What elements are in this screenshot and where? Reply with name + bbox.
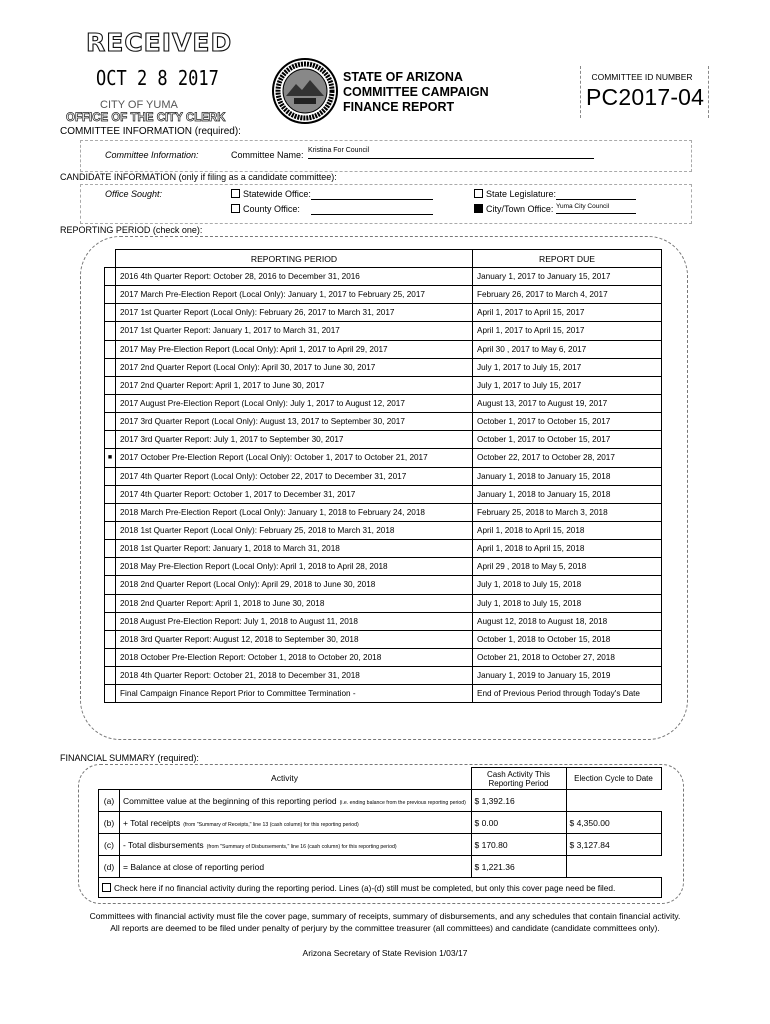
report-due-text: August 12, 2018 to August 18, 2018 (473, 612, 662, 630)
reporting-period-text: 2017 August Pre-Election Report (Local Only): July 1, 2017 to August 12, 2017 (116, 394, 473, 412)
reporting-period-text: 2017 May Pre-Election Report (Local Only): April 1, 2017 to April 29, 2017 (116, 340, 473, 358)
report-due-text: October 1, 2017 to October 15, 2017 (473, 431, 662, 449)
reporting-period-row[interactable] (105, 340, 662, 358)
financial-label-text: Committee value at the beginning of this reporting period (123, 795, 337, 806)
reporting-period-text: 2018 1st Quarter Report (Local Only): February 25, 2018 to March 31, 2018 (116, 521, 473, 539)
reporting-period-row[interactable] (105, 685, 662, 703)
reporting-period-text: 2017 October Pre-Election Report (Local Only): October 1, 2017 to October 21, 2017 (116, 449, 473, 467)
reporting-period-heading: REPORTING PERIOD (check one): (60, 225, 203, 235)
form-title: STATE OF ARIZONA COMMITTEE CAMPAIGN FINANCE REPORT (343, 70, 489, 114)
cash-activity-value[interactable]: $ 1,392.16 (471, 790, 566, 812)
candidate-info-heading: CANDIDATE INFORMATION (only if filing as a candidate committee): (60, 172, 337, 182)
financial-row-key: (d) (99, 856, 120, 878)
reporting-period-row[interactable] (105, 286, 662, 304)
reporting-period-checkbox[interactable] (105, 503, 116, 521)
reporting-period-checkbox[interactable] (105, 485, 116, 503)
report-due-text: April 1, 2017 to April 15, 2017 (473, 322, 662, 340)
reporting-period-text: 2017 March Pre-Election Report (Local Only): January 1, 2017 to February 25, 2017 (116, 286, 473, 304)
no-activity-checkbox[interactable] (102, 883, 111, 892)
reporting-period-checkbox[interactable]: ■ (105, 449, 116, 467)
received-stamp: RECEIVED (86, 28, 233, 57)
legislature-checkbox[interactable] (474, 189, 483, 198)
committee-id-label: COMMITTEE ID NUMBER (591, 72, 693, 82)
reporting-period-row[interactable] (105, 612, 662, 630)
reporting-period-checkbox[interactable] (105, 322, 116, 340)
reporting-period-text: 2017 4th Quarter Report: October 1, 2017 to December 31, 2017 (116, 485, 473, 503)
report-due-text: October 1, 2017 to October 15, 2017 (473, 413, 662, 431)
financial-row (99, 812, 662, 834)
col-cash-activity: Cash Activity This Reporting Period (471, 768, 566, 790)
reporting-period-text: 2017 2nd Quarter Report: April 1, 2017 to June 30, 2017 (116, 376, 473, 394)
report-due-text: February 26, 2017 to March 4, 2017 (473, 286, 662, 304)
financial-row-label (120, 790, 472, 812)
reporting-period-checkbox[interactable] (105, 358, 116, 376)
report-due-text: October 21, 2018 to October 27, 2018 (473, 648, 662, 666)
reporting-period-row[interactable] (105, 268, 662, 286)
financial-label-text: = Balance at close of reporting period (123, 861, 265, 872)
reporting-period-text: 2018 October Pre-Election Report: October 1, 2018 to October 20, 2018 (116, 648, 473, 666)
reporting-period-row[interactable] (105, 467, 662, 485)
reporting-period-checkbox[interactable] (105, 612, 116, 630)
reporting-period-row[interactable] (105, 630, 662, 648)
reporting-period-text: 2018 August Pre-Election Report: July 1, 2018 to August 11, 2018 (116, 612, 473, 630)
financial-row-key: (b) (99, 812, 120, 834)
state-legislature-option[interactable]: State Legislature: (474, 189, 556, 199)
financial-note-text: (from "Summary of Receipts," line 13 (cash column) for this reporting period) (183, 821, 359, 828)
reporting-period-text: 2017 3rd Quarter Report: July 1, 2017 to September 30, 2017 (116, 431, 473, 449)
reporting-period-text: 2017 2nd Quarter Report (Local Only): April 30, 2017 to June 30, 2017 (116, 358, 473, 376)
election-cycle-value[interactable] (566, 790, 661, 812)
reporting-period-row[interactable] (105, 322, 662, 340)
county-office-field[interactable] (311, 204, 433, 215)
city-office-option[interactable]: City/Town Office: (474, 204, 553, 214)
financial-row (99, 834, 662, 856)
report-due-text: January 1, 2018 to January 15, 2018 (473, 467, 662, 485)
report-due-text: January 1, 2019 to January 15, 2019 (473, 667, 662, 685)
report-due-text: April 29 , 2018 to May 5, 2018 (473, 558, 662, 576)
no-activity-row[interactable] (99, 878, 662, 898)
financial-row-key: (c) (99, 834, 120, 856)
committee-id-value: PC2017-04 (586, 84, 705, 110)
reporting-period-row[interactable] (105, 376, 662, 394)
financial-row-label (120, 834, 472, 856)
col-report-due: REPORT DUE (473, 250, 662, 268)
statewide-checkbox[interactable] (231, 189, 240, 198)
reporting-period-row[interactable] (105, 394, 662, 412)
financial-row (99, 856, 662, 878)
reporting-period-row[interactable] (105, 503, 662, 521)
financial-label-text: - Total disbursements (123, 839, 204, 850)
reporting-period-text: 2017 3rd Quarter Report (Local Only): August 13, 2017 to September 30, 2017 (116, 413, 473, 431)
col-election-cycle: Election Cycle to Date (566, 768, 661, 790)
reporting-period-row[interactable] (105, 413, 662, 431)
reporting-period-row[interactable] (105, 558, 662, 576)
reporting-period-checkbox[interactable] (105, 540, 116, 558)
col-reporting-period: REPORTING PERIOD (116, 250, 473, 268)
report-due-text: July 1, 2018 to July 15, 2018 (473, 594, 662, 612)
financial-row-key: (a) (99, 790, 120, 812)
cash-activity-value[interactable]: $ 0.00 (471, 812, 566, 834)
financial-summary-heading: FINANCIAL SUMMARY (required): (60, 753, 199, 763)
reporting-period-checkbox[interactable] (105, 413, 116, 431)
reporting-period-text: 2018 3rd Quarter Report: August 12, 2018 to September 30, 2018 (116, 630, 473, 648)
stamp-office: OFFICE OF THE CITY CLERK (66, 112, 226, 124)
committee-id-box (580, 66, 710, 118)
reporting-period-text: 2018 2nd Quarter Report (Local Only): April 29, 2018 to June 30, 2018 (116, 576, 473, 594)
reporting-period-text: 2017 1st Quarter Report: January 1, 2017 to March 31, 2017 (116, 322, 473, 340)
reporting-period-row[interactable] (105, 648, 662, 666)
revision-note: Arizona Secretary of State Revision 1/03/17 (302, 948, 468, 958)
financial-note-text: (i.e. ending balance from the previous reporting period) (339, 799, 466, 806)
report-due-text: July 1, 2017 to July 15, 2017 (473, 376, 662, 394)
report-due-text: July 1, 2018 to July 15, 2018 (473, 576, 662, 594)
report-due-text: April 30 , 2017 to May 6, 2017 (473, 340, 662, 358)
reporting-period-checkbox[interactable] (105, 576, 116, 594)
legislature-field[interactable] (556, 189, 636, 200)
reporting-period-row[interactable] (105, 485, 662, 503)
report-due-text: April 1, 2018 to April 15, 2018 (473, 521, 662, 539)
cash-activity-value[interactable]: $ 170.80 (471, 834, 566, 856)
reporting-period-checkbox[interactable] (105, 467, 116, 485)
report-due-text: April 1, 2017 to April 15, 2017 (473, 304, 662, 322)
stamp-city: CITY OF YUMA (100, 99, 178, 111)
reporting-period-row[interactable] (105, 576, 662, 594)
report-due-text: April 1, 2018 to April 15, 2018 (473, 540, 662, 558)
cash-activity-value[interactable]: $ 1,221.36 (471, 856, 566, 878)
reporting-period-text: 2016 4th Quarter Report: October 28, 2016 to December 31, 2016 (116, 268, 473, 286)
no-activity-text: Check here if no financial activity during the reporting period. Lines (a)-(d) still must be completed, but only this cover page need be filed. (114, 882, 616, 893)
financial-row-label (120, 856, 472, 878)
report-due-text: October 22, 2017 to October 28, 2017 (473, 449, 662, 467)
reporting-period-table (104, 249, 662, 703)
reporting-period-checkbox[interactable] (105, 340, 116, 358)
received-date: OCT 2 8 2017 (96, 66, 219, 90)
report-due-text: February 25, 2018 to March 3, 2018 (473, 503, 662, 521)
financial-label-text: + Total receipts (123, 817, 181, 828)
reporting-period-checkbox[interactable] (105, 630, 116, 648)
reporting-period-checkbox[interactable] (105, 594, 116, 612)
reporting-period-checkbox[interactable] (105, 304, 116, 322)
reporting-period-checkbox[interactable] (105, 667, 116, 685)
committee-name-label: Committee Name: (231, 150, 304, 160)
city-office-field[interactable]: Yuma City Council (556, 203, 636, 214)
arizona-seal-icon (272, 58, 338, 124)
reporting-period-row[interactable] (105, 449, 662, 467)
statewide-office-option[interactable]: Statewide Office: (231, 189, 311, 199)
reporting-period-row[interactable] (105, 594, 662, 612)
reporting-period-row[interactable] (105, 431, 662, 449)
committee-name-field[interactable]: Kristina For Council (308, 147, 594, 159)
election-cycle-value[interactable] (566, 856, 661, 878)
statewide-office-field[interactable] (311, 189, 433, 200)
reporting-period-text: 2018 May Pre-Election Report (Local Only): April 1, 2018 to April 28, 2018 (116, 558, 473, 576)
reporting-period-checkbox[interactable] (105, 394, 116, 412)
reporting-period-text: 2017 4th Quarter Report (Local Only): October 22, 2017 to December 31, 2017 (116, 467, 473, 485)
report-due-text: August 13, 2017 to August 19, 2017 (473, 394, 662, 412)
reporting-period-row[interactable] (105, 667, 662, 685)
election-cycle-value[interactable]: $ 4,350.00 (566, 812, 661, 834)
reporting-period-text: 2018 1st Quarter Report: January 1, 2018 to March 31, 2018 (116, 540, 473, 558)
report-due-text: July 1, 2017 to July 15, 2017 (473, 358, 662, 376)
report-due-text: End of Previous Period through Today's Date (473, 685, 662, 703)
filing-instructions: Committees with financial activity must file the cover page, summary of receipts, summary of disbursements, and any schedules that contain financial activity. All reports are deemed to be filed under penalty of perjury by the committee treasurer (all committees) and candidate (candidate committees only). (89, 911, 681, 933)
reporting-period-row[interactable] (105, 521, 662, 539)
financial-note-text: (from "Summary of Disbursements," line 16 (cash column) for this reporting period) (206, 843, 397, 850)
reporting-period-text: 2018 4th Quarter Report: October 21, 2018 to December 31, 2018 (116, 667, 473, 685)
office-sought-label: Office Sought: (105, 189, 163, 199)
report-due-text: January 1, 2017 to January 15, 2017 (473, 268, 662, 286)
report-due-text: January 1, 2018 to January 15, 2018 (473, 485, 662, 503)
report-due-text: October 1, 2018 to October 15, 2018 (473, 630, 662, 648)
financial-summary-table (98, 767, 662, 898)
reporting-period-checkbox[interactable] (105, 521, 116, 539)
reporting-period-checkbox[interactable] (105, 648, 116, 666)
reporting-period-checkbox[interactable] (105, 431, 116, 449)
reporting-period-checkbox[interactable] (105, 685, 116, 703)
reporting-period-text: 2018 March Pre-Election Report (Local Only): January 1, 2018 to February 24, 2018 (116, 503, 473, 521)
county-checkbox[interactable] (231, 204, 240, 213)
reporting-period-checkbox[interactable] (105, 268, 116, 286)
committee-info-heading: COMMITTEE INFORMATION (required): (60, 126, 241, 137)
reporting-period-row[interactable] (105, 358, 662, 376)
city-checkbox[interactable] (474, 204, 483, 213)
county-office-option[interactable]: County Office: (231, 204, 300, 214)
committee-info-label: Committee Information: (105, 150, 199, 160)
reporting-period-text: 2017 1st Quarter Report (Local Only): February 26, 2017 to March 31, 2017 (116, 304, 473, 322)
reporting-period-checkbox[interactable] (105, 376, 116, 394)
financial-row (99, 790, 662, 812)
reporting-period-row[interactable] (105, 540, 662, 558)
election-cycle-value[interactable]: $ 3,127.84 (566, 834, 661, 856)
reporting-period-text: 2018 2nd Quarter Report: April 1, 2018 to June 30, 2018 (116, 594, 473, 612)
reporting-period-row[interactable] (105, 304, 662, 322)
col-activity: Activity (99, 768, 472, 790)
reporting-period-checkbox[interactable] (105, 286, 116, 304)
financial-row-label (120, 812, 472, 834)
reporting-period-checkbox[interactable] (105, 558, 116, 576)
reporting-period-text: Final Campaign Finance Report Prior to Committee Termination - (116, 685, 473, 703)
